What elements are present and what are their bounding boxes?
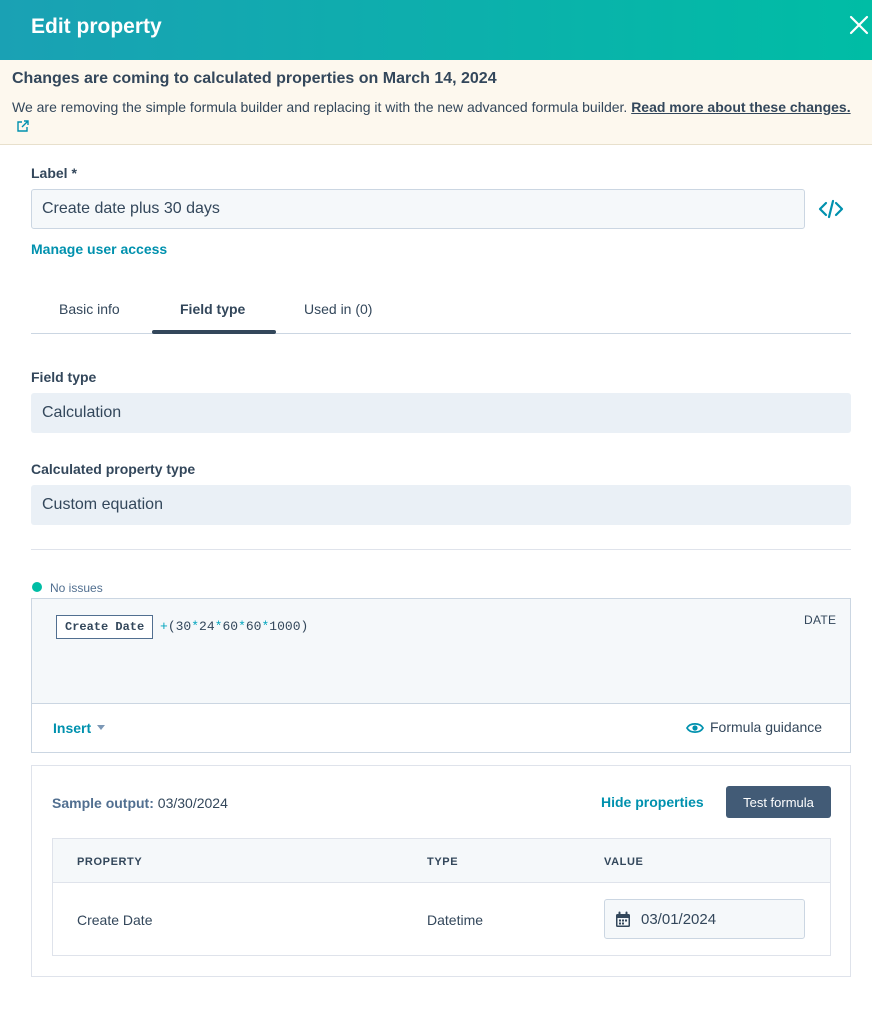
table-header — [53, 839, 830, 883]
tab-used-in[interactable]: Used in (0) — [304, 301, 373, 317]
calc-type-select[interactable]: Custom equation — [31, 485, 851, 525]
formula-expression — [160, 619, 308, 634]
operand: 24 — [199, 619, 215, 634]
sample-date-input[interactable] — [604, 899, 805, 939]
formula-editor-footer — [31, 703, 851, 753]
operator: * — [261, 619, 270, 634]
column-header-property: PROPERTY — [77, 856, 143, 868]
formula-editor[interactable] — [31, 598, 851, 704]
close-icon[interactable] — [846, 12, 872, 38]
banner-title: Changes are coming to calculated properties on March 14, 2024 — [12, 70, 497, 87]
manage-user-access-link[interactable]: Manage user access — [31, 241, 168, 257]
calendar-icon — [615, 911, 631, 928]
sample-date-value: 03/01/2024 — [641, 911, 717, 928]
operand: 60 — [222, 619, 239, 634]
field-type-select[interactable]: Calculation — [31, 393, 851, 433]
formula-guidance-button[interactable] — [686, 719, 822, 735]
change-notice-banner — [0, 60, 872, 145]
field-type-label: Field type — [31, 369, 97, 385]
operator: * — [191, 619, 200, 634]
operator: + — [160, 619, 168, 634]
column-header-type: TYPE — [427, 856, 459, 868]
test-formula-button[interactable]: Test formula — [726, 786, 831, 818]
banner-text: We are removing the simple formula builder and replacing it with the new advanced formula builder. — [12, 99, 632, 115]
sample-output — [52, 795, 228, 811]
row-type: Datetime — [427, 912, 484, 928]
eye-icon — [686, 721, 704, 735]
calc-type-label: Calculated property type — [31, 461, 196, 477]
operator: * — [214, 619, 223, 634]
panel-title: Edit property — [31, 15, 162, 38]
guidance-label: Formula guidance — [710, 719, 823, 735]
operand: (30 — [167, 619, 192, 634]
label-input[interactable] — [31, 189, 805, 229]
insert-dropdown[interactable] — [53, 720, 105, 736]
sample-output-label: Sample output: — [52, 795, 154, 811]
formula-status: No issues — [50, 581, 103, 595]
banner-text-block — [12, 98, 857, 136]
properties-table — [52, 838, 831, 956]
panel-header — [0, 0, 872, 60]
column-header-value: VALUE — [604, 856, 644, 868]
tab-basic-info[interactable]: Basic info — [59, 301, 120, 317]
tab-field-type[interactable]: Field type — [180, 301, 246, 317]
status-ok-dot — [32, 582, 42, 592]
label-field-label: Label * — [31, 165, 77, 181]
operand: 60 — [245, 619, 262, 634]
section-divider — [31, 549, 851, 550]
code-icon[interactable] — [818, 198, 844, 220]
hide-properties-button[interactable]: Hide properties — [601, 794, 704, 810]
insert-label: Insert — [53, 720, 92, 736]
operator: * — [238, 619, 246, 634]
operand: 1000) — [269, 619, 309, 634]
sample-output-value: 03/30/2024 — [157, 795, 228, 811]
sample-output-panel — [31, 765, 851, 977]
row-property: Create Date — [77, 912, 153, 928]
external-link-icon[interactable] — [16, 120, 29, 133]
active-tab-indicator — [152, 330, 276, 334]
tab-bar — [31, 286, 851, 334]
chevron-down-icon — [97, 725, 105, 730]
property-token[interactable]: Create Date — [56, 615, 153, 639]
output-type-tag: DATE — [804, 613, 837, 627]
read-more-link[interactable]: Read more about these changes. — [631, 99, 851, 115]
